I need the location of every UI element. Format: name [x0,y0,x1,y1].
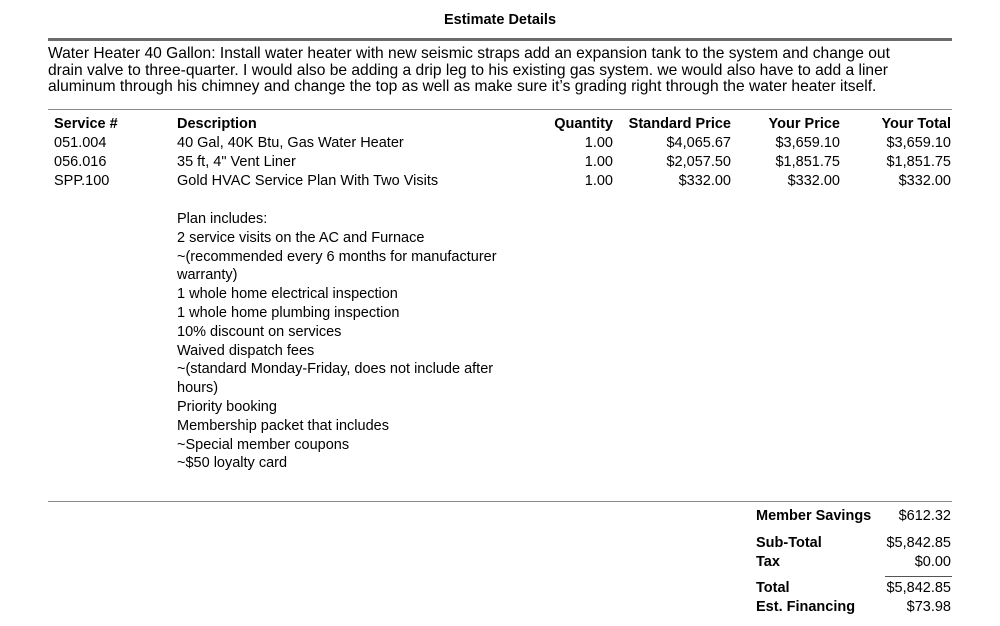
row-standard-price: $2,057.50 [666,154,731,170]
header-service: Service # [54,116,118,132]
row-your-price: $332.00 [787,173,840,189]
row-quantity: 1.00 [584,173,613,189]
plan-line: hours) [177,380,219,397]
table-top-divider [48,109,952,110]
row-your-total: $332.00 [898,173,951,189]
plan-line: Waived dispatch fees [177,342,315,359]
financing-value: $73.98 [906,599,951,615]
row-description: 35 ft, 4" Vent Liner [177,154,296,170]
row-description: Gold HVAC Service Plan With Two Visits [177,173,439,189]
row-service: 051.004 [54,135,107,151]
subtotal-value: $5,842.85 [886,535,951,551]
plan-line: 2 service visits on the AC and Furnace [177,229,425,246]
row-your-price: $3,659.10 [775,135,840,151]
plan-line: 10% discount on services [177,323,342,340]
row-quantity: 1.00 [584,154,613,170]
row-your-total: $3,659.10 [886,135,951,151]
totals-divider [48,501,952,502]
row-your-total: $1,851.75 [886,154,951,170]
plan-line: Membership packet that includes [177,417,389,434]
job-description [48,46,952,96]
page-title: Estimate Details [443,12,557,28]
tax-label: Tax [756,554,780,570]
plan-line: 1 whole home plumbing inspection [177,304,400,321]
member-savings-value: $612.32 [898,508,951,524]
plan-line: Priority booking [177,398,277,415]
job-description-line: aluminum through his chimney and change the top as well as make sure it’s grading right through the water heater itself. [48,78,877,95]
header-standard-price: Standard Price [628,116,731,132]
subtotal-label: Sub-Total [756,535,822,551]
row-standard-price: $332.00 [678,173,731,189]
total-label: Total [756,580,790,596]
plan-line: ~(recommended every 6 months for manufacturer [177,248,497,265]
job-description-line: Water Heater 40 Gallon: Install water heater with new seismic straps add an expansion tank to the system and change out [48,45,890,62]
financing-label: Est. Financing [756,599,856,615]
plan-line: warranty) [177,267,238,284]
header-your-total: Your Total [881,116,951,132]
row-service: 056.016 [54,154,107,170]
plan-line: 1 whole home electrical inspection [177,286,398,303]
member-savings-label: Member Savings [756,508,872,524]
plan-details [177,210,497,473]
total-value: $5,842.85 [886,580,951,596]
plan-line: Plan includes: [177,211,268,227]
plan-line: ~(standard Monday-Friday, does not include after [177,361,494,378]
title-divider [48,38,952,41]
header-description: Description [177,116,257,132]
total-underline [885,576,952,577]
plan-line: ~$50 loyalty card [177,455,288,472]
job-description-line: drain valve to three-quarter. I would also be adding a drip leg to his existing gas system. we would also have to add a liner [48,61,888,79]
header-your-price: Your Price [768,116,840,132]
row-service: SPP.100 [54,173,110,189]
row-your-price: $1,851.75 [775,154,840,170]
plan-line: ~Special member coupons [177,436,350,453]
header-quantity: Quantity [554,116,613,132]
row-quantity: 1.00 [584,135,613,151]
row-description: 40 Gal, 40K Btu, Gas Water Heater [177,135,404,151]
row-standard-price: $4,065.67 [666,135,731,151]
tax-value: $0.00 [914,554,951,570]
